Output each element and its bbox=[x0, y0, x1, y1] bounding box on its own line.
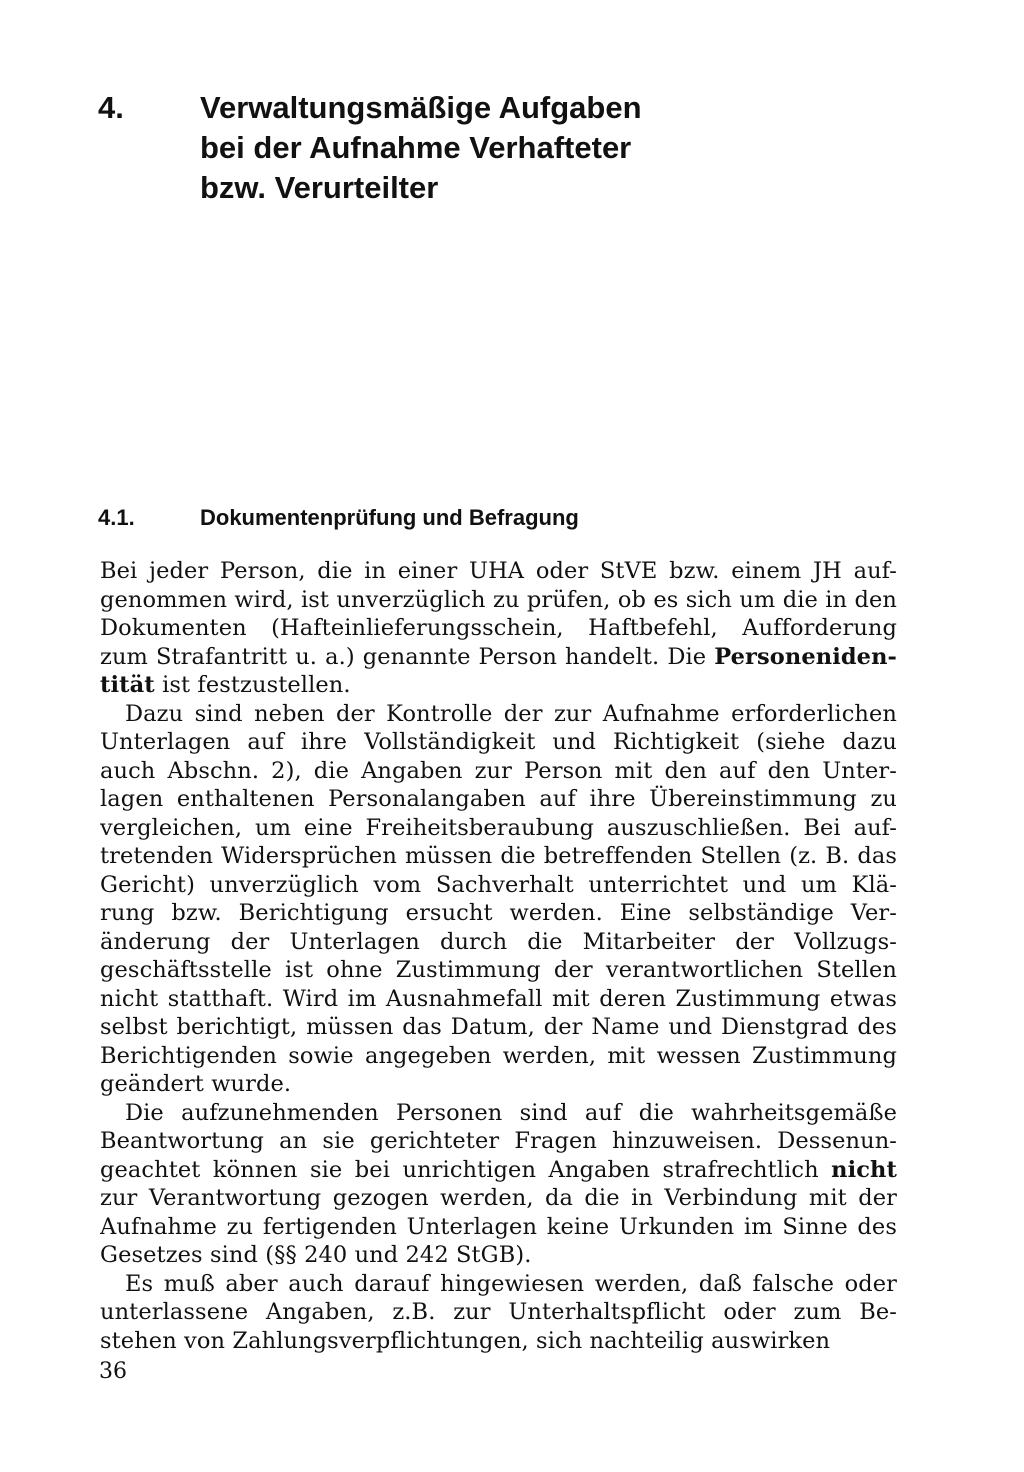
text-segment: Dokumenten (Hafteinlieferungsschein, Haftbefehl, Aufforderung bbox=[100, 615, 897, 641]
text-line bbox=[100, 956, 897, 985]
page-number: 36 bbox=[99, 1359, 127, 1384]
section-title: Dokumentenprüfung und Befragung bbox=[200, 505, 579, 530]
text-segment: Bei jeder Person, die in einer UHA oder StVE bzw. einem JH auf- bbox=[100, 558, 897, 584]
chapter-title bbox=[200, 88, 860, 208]
bold-term: Personeniden- bbox=[714, 643, 897, 670]
text-segment: Gericht) unverzüglich vom Sachverhalt unterrichtet und um Klä- bbox=[100, 871, 897, 898]
text-line bbox=[100, 814, 897, 843]
text-line bbox=[100, 842, 897, 871]
paragraph bbox=[100, 700, 897, 1099]
text-line bbox=[100, 785, 897, 814]
body-text bbox=[100, 557, 897, 1355]
paragraph bbox=[100, 557, 897, 700]
text-segment: geändert wurde. bbox=[100, 1071, 292, 1097]
text-segment: tretenden Widersprüchen müssen die betreffenden Stellen (z. B. das bbox=[100, 843, 897, 869]
text-line bbox=[100, 757, 897, 786]
text-segment: Unterlagen auf ihre Vollständigkeit und Richtigkeit (siehe dazu bbox=[100, 729, 897, 755]
text-line bbox=[100, 1070, 897, 1099]
section-number: 4.1. bbox=[98, 505, 135, 530]
text-segment: unterlassene Angaben, z.B. zur Unterhaltspflicht oder zum Be- bbox=[100, 1299, 897, 1325]
text-segment: auch Abschn. 2), die Angaben zur Person mit den auf den Unter- bbox=[100, 757, 897, 784]
text-line bbox=[100, 614, 897, 643]
text-segment: geschäftsstelle ist ohne Zustimmung der verantwortlichen Stellen bbox=[100, 957, 897, 983]
chapter-title-line: Verwaltungsmäßige Aufgaben bbox=[200, 90, 642, 125]
text-line bbox=[100, 728, 897, 757]
text-segment: Die aufzunehmenden Personen sind auf die wahrheitsgemäße bbox=[125, 1099, 897, 1126]
text-line bbox=[100, 700, 897, 729]
chapter-number: 4. bbox=[98, 90, 124, 125]
text-segment: selbst berichtigt, müssen das Datum, der Name und Dienstgrad des bbox=[100, 1014, 897, 1040]
text-segment: genommen wird, ist unverzüglich zu prüfen, ob es sich um die in den bbox=[100, 586, 897, 613]
text-segment: Dazu sind neben der Kontrolle der zur Aufnahme erforderlichen bbox=[125, 700, 897, 727]
text-line bbox=[100, 871, 897, 900]
paragraph bbox=[100, 1099, 897, 1270]
text-line bbox=[100, 1213, 897, 1242]
text-segment: Aufnahme zu fertigenden Unterlagen keine Urkunden im Sinne des bbox=[100, 1213, 897, 1240]
text-segment: rung bzw. Berichtigung ersucht werden. Eine selbständige Ver- bbox=[100, 900, 897, 926]
text-line bbox=[100, 899, 897, 928]
bold-term: nicht bbox=[831, 1156, 897, 1183]
text-segment: Beantwortung an sie gerichteter Fragen hinzuweisen. Dessenun- bbox=[100, 1128, 897, 1154]
chapter-title-line: bzw. Verurteilter bbox=[200, 170, 439, 205]
text-segment: Gesetzes sind (§§ 240 und 242 StGB). bbox=[100, 1242, 532, 1268]
text-line bbox=[100, 671, 897, 700]
text-line bbox=[100, 586, 897, 615]
text-line bbox=[100, 1099, 897, 1128]
text-segment: stehen von Zahlungsverpflichtungen, sich nachteilig auswirken bbox=[100, 1327, 831, 1354]
text-segment: ist festzustellen. bbox=[154, 672, 351, 698]
text-segment: änderung der Unterlagen durch die Mitarbeiter der Vollzugs- bbox=[100, 928, 897, 955]
text-line bbox=[100, 1241, 897, 1270]
text-line bbox=[100, 1270, 897, 1299]
text-segment: Es muß aber auch darauf hingewiesen werden, daß falsche oder bbox=[125, 1270, 897, 1297]
text-segment: nicht statthaft. Wird im Ausnahmefall mit deren Zustimmung etwas bbox=[100, 985, 897, 1012]
text-line bbox=[100, 1042, 897, 1071]
text-line bbox=[100, 928, 897, 957]
text-line bbox=[100, 1298, 897, 1327]
text-line bbox=[100, 1156, 897, 1185]
text-line bbox=[100, 1127, 897, 1156]
text-line bbox=[100, 643, 897, 672]
bold-term: tität bbox=[100, 672, 155, 698]
text-segment: zum Strafantritt u. a.) genannte Person handelt. Die bbox=[100, 643, 715, 670]
text-line bbox=[100, 557, 897, 586]
chapter-title-line: bei der Aufnahme Verhafteter bbox=[200, 130, 632, 165]
text-segment: zur Verantwortung gezogen werden, da die in Verbindung mit der bbox=[100, 1185, 897, 1211]
text-segment: geachtet können sie bei unrichtigen Angaben strafrechtlich bbox=[100, 1156, 832, 1183]
text-line bbox=[100, 1184, 897, 1213]
text-segment: lagen enthaltenen Personalangaben auf ihre Übereinstimmung zu bbox=[100, 786, 897, 812]
paragraph bbox=[100, 1270, 897, 1356]
text-segment: vergleichen, um eine Freiheitsberaubung auszuschließen. Bei auf- bbox=[100, 814, 897, 841]
text-line bbox=[100, 985, 897, 1014]
text-segment: Berichtigenden sowie angegeben werden, mit wessen Zustimmung bbox=[100, 1042, 897, 1069]
text-line bbox=[100, 1013, 897, 1042]
section-heading bbox=[98, 502, 898, 534]
text-line bbox=[100, 1327, 897, 1356]
